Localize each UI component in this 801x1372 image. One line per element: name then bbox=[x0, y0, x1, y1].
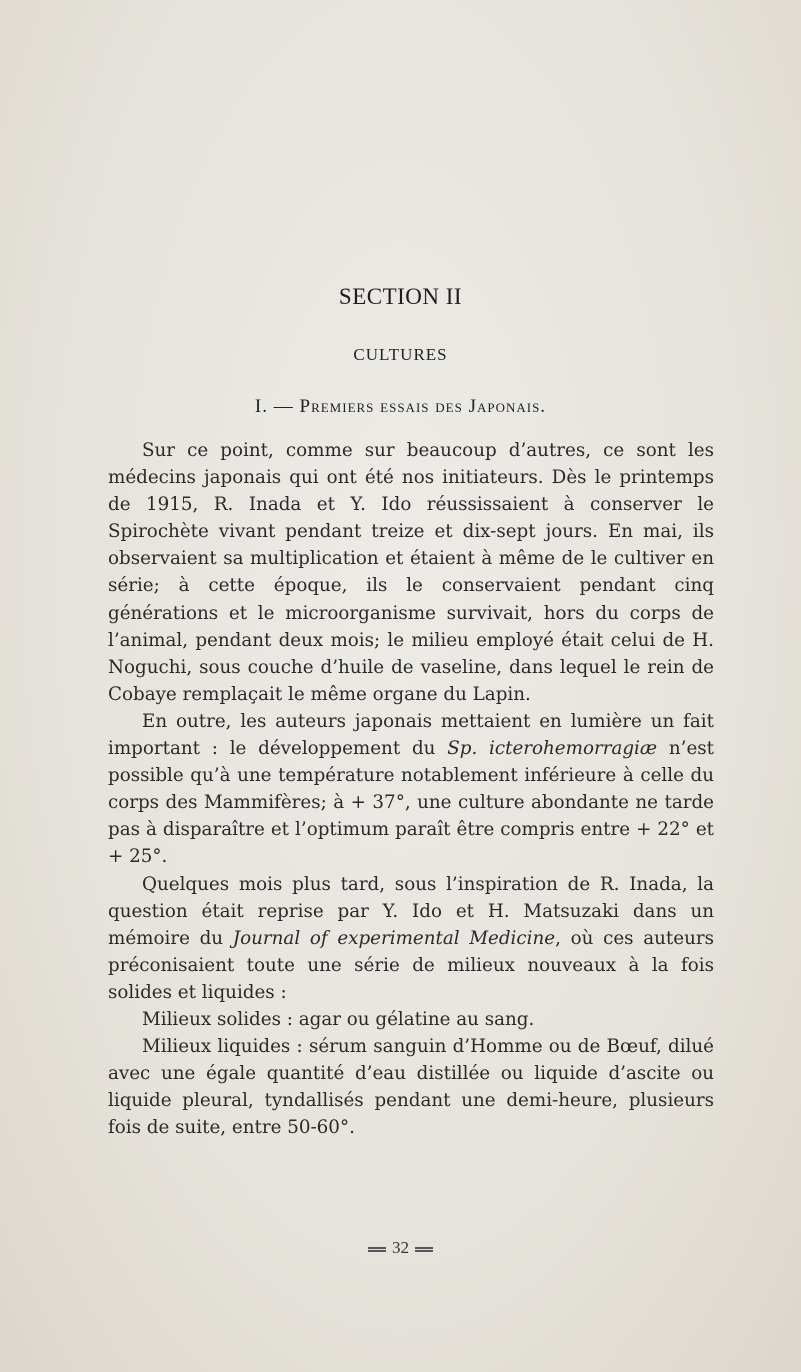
left-rule bbox=[368, 1247, 386, 1252]
page-number-value: 32 bbox=[392, 1238, 409, 1257]
paragraph-2-text-a: En outre, les auteurs japonais mettaient en lumière un fait important : le développement du bbox=[108, 710, 714, 760]
paragraph-3-text-b: , où ces auteurs préconisaient toute une série de milieux nouveaux à la fois solides et liquides : bbox=[108, 927, 714, 1003]
paragraph-4: Milieux solides : agar ou gélatine au sang. bbox=[142, 1008, 535, 1030]
paragraph-1: Sur ce point, comme sur beaucoup d’autres, ce sont les médecins japonais qui ont été nos initiateurs. Dès le printemps de 1915, R. Inada et Y. Ido réussissaient à conserver le Spirochète vivant pendant treize et dix-sept jours. En mai, ils observaient sa multiplication et étaient à même de le cultiver en série; à cette époque, ils le conservaient pendant cinq générations et le microorganisme survivait, hors du corps de l’animal, pendant deux mois; le milieu employé était celui de H. Noguchi, sous couche d’huile de vaseline, dans lequel le rein de Cobaye remplaçait le même organe du Lapin. bbox=[108, 440, 714, 705]
paragraph-2-text-b: n’est possible qu’à une température notablement inférieure à celle du corps des Mammifères; à + 37°, une culture abondante ne tarde pas à disparaître et l’optimum paraît être compris entre + 22° et + 25°. bbox=[108, 738, 714, 868]
journal-title: Journal of experimental Medicine bbox=[232, 927, 556, 949]
page-number bbox=[0, 1238, 801, 1258]
species-name: Sp. icterohemorragiæ bbox=[447, 738, 658, 760]
chapter-title: CULTURES bbox=[353, 345, 448, 364]
paragraph-2 bbox=[108, 708, 714, 871]
body-text bbox=[108, 437, 714, 1141]
paragraph-5: Milieux liquides : sérum sanguin d’Homme ou de Bœuf, dilué avec une égale quantité d’eau distillée ou liquide d’ascite ou liquide pleural, tyndallisés pendant une demi-heure, plusieurs fois de suite, entre 50-60°. bbox=[108, 1036, 714, 1139]
section-title: SECTION II bbox=[338, 284, 463, 309]
subheading: I. — Premiers essais des Japonais. bbox=[254, 396, 547, 417]
right-rule bbox=[415, 1247, 433, 1252]
paragraph-3 bbox=[108, 871, 714, 1006]
paragraph-3-text-a: Quelques mois plus tard, sous l’inspiration de R. Inada, la question était reprise par Y. Ido et H. Matsuzaki dans un mémoire du bbox=[108, 873, 714, 949]
